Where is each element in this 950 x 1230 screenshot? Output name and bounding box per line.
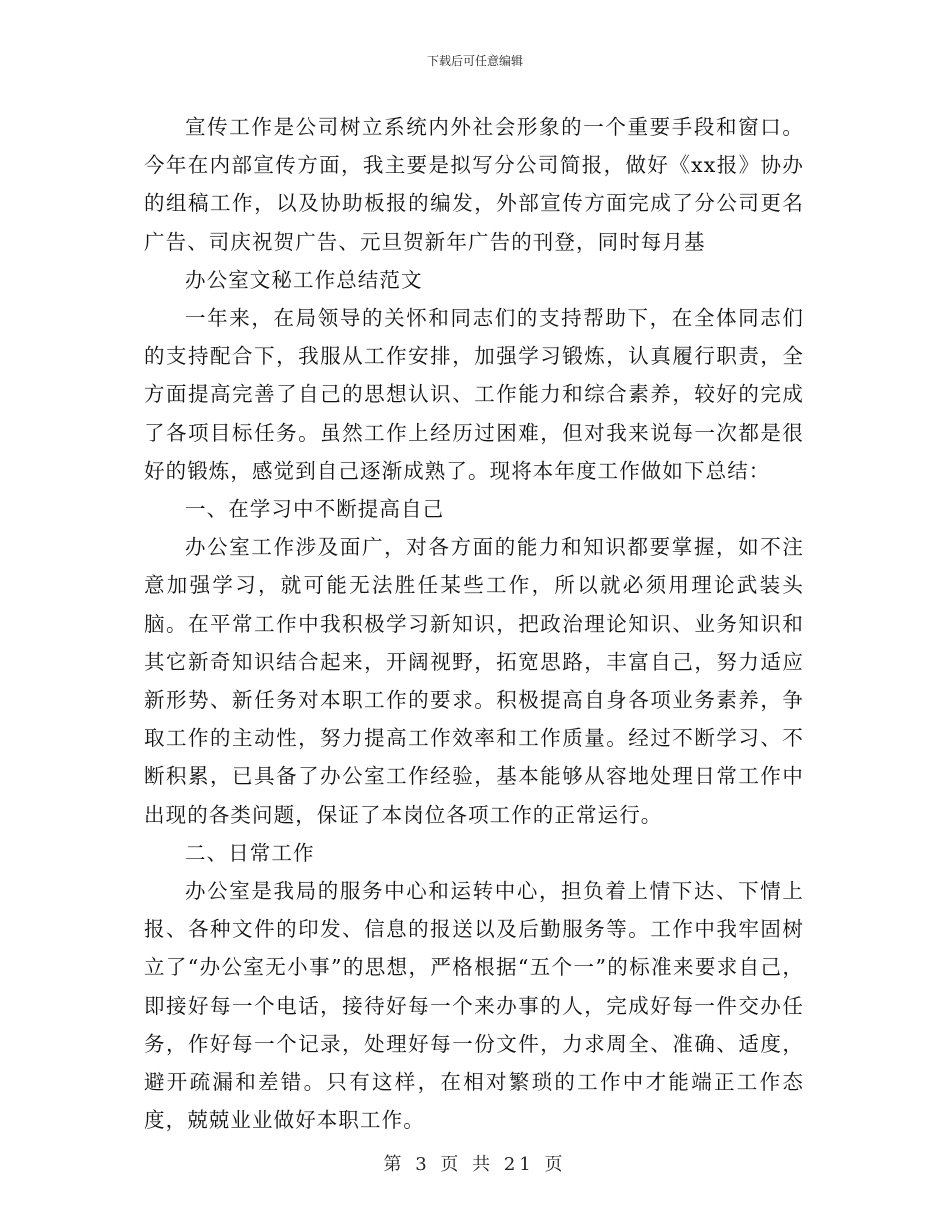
document-title: 办公室文秘工作总结范文: [185, 267, 423, 292]
document-body: [144, 108, 804, 1139]
paragraph-study: 办公室工作涉及面广，对各方面的能力和知识都要掌握，如不注意加强学习，就可能无法胜任某些工作，所以就必须用理论武装头脑。在平常工作中我积极学习新知识，把政治理论知识、业务知识和其它新奇知识结合起来，开阔视野，拓宽思路，丰富自己，努力适应新形势、新任务对本职工作的要求。积极提高自身各项业务素养，争取工作的主动性，努力提高工作效率和工作质量。经过不断学习、不断积累，已具备了办公室工作经验，基本能够从容地处理日常工作中出现的各类问题，保证了本岗位各项工作的正常运行。: [144, 535, 804, 827]
section-heading-study: 一、在学习中不断提高自己: [185, 497, 445, 522]
page-header-note: 下载后可任意编辑: [426, 54, 523, 68]
paragraph-intro: 一年来，在局领导的关怀和同志们的支持帮助下，在全体同志们的支持配合下，我服从工作安排，加强学习锻炼，认真履行职责，全方面提高完善了自己的思想认识、工作能力和综合素养，较好的完成了各项目标任务。虽然工作上经历过困难，但对我来说每一次都是很好的锻炼，感觉到自己逐渐成熟了。现将本年度工作做如下总结：: [144, 306, 804, 483]
section-heading-daily-work: 二、日常工作: [185, 840, 315, 865]
paragraph-publicity: 宣传工作是公司树立系统内外社会形象的一个重要手段和窗口。今年在内部宣传方面，我主要是拟写分公司简报，做好《xx报》协办的组稿工作，以及协助板报的编发，外部宣传方面完成了分公司更名广告、司庆祝贺广告、元旦贺新年广告的刊登，同时每月基: [144, 115, 804, 254]
page-number: 第 3 页 共 21 页: [383, 1154, 567, 1175]
paragraph-daily-work: 办公室是我局的服务中心和运转中心，担负着上情下达、下情上报、各种文件的印发、信息的报送以及后勤服务等。工作中我牢固树立了“办公室无小事”的思想，严格根据“五个一”的标准来要求自己，即接好每一个电话，接待好每一个来办事的人，完成好每一件交办任务，作好每一个记录，处理好每一份文件，力求周全、准确、适度，避开疏漏和差错。只有这样，在相对繁琐的工作中才能端正工作态度，兢兢业业做好本职工作。: [144, 879, 804, 1133]
